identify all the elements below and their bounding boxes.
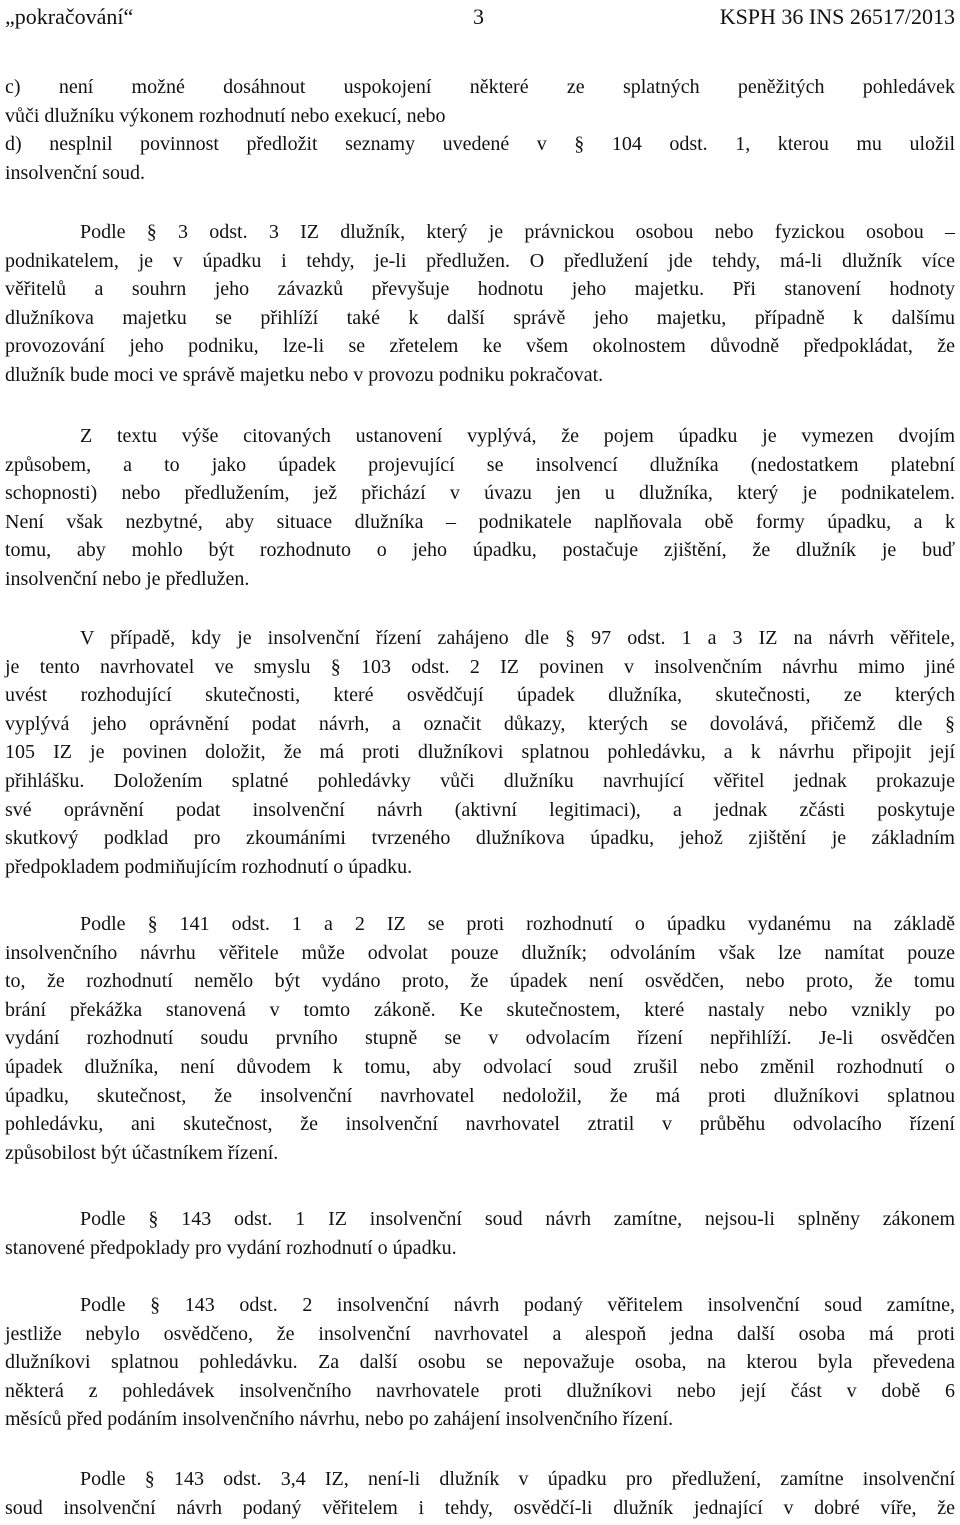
text-line: c) není možné dosáhnout uspokojení některé ze splatných peněžitých pohledávek bbox=[5, 76, 955, 98]
text-line: některá z pohledávek insolvenčního navrhovatele proti dlužníkovi nebo její část v době 6 bbox=[5, 1379, 955, 1402]
paragraph-zamitnuti-3 bbox=[5, 1465, 955, 1522]
text-line: vyplývá jeho oprávnění podat návrh, a označit důkazy, kterých se dovolává, přičemž dle § bbox=[5, 712, 955, 735]
text-line: uvést rozhodující skutečnosti, které osvědčují úpadek dlužníka, skutečnosti, ze kterých bbox=[5, 684, 955, 707]
text-line: dlužníkova majetku se přihlíží také k další správě jeho majetku, případně k dalšímu bbox=[5, 306, 955, 329]
text-line: to, že rozhodnutí nemělo být vydáno proto, že úpadek není osvědčen, nebo proto, že tomu bbox=[5, 970, 955, 993]
text-line: dlužníkovi splatnou pohledávku. Za další osobu se nepovažuje osoba, na kterou byla převedena bbox=[5, 1351, 955, 1374]
text-line: 105 IZ je povinen doložit, že má proti dlužníkovi splatnou pohledávku, a k návrhu připojit její bbox=[5, 741, 955, 764]
text-line: pohledávku, ani skutečnost, že insolvenční navrhovatel ztratil v průběhu odvolacího řízení bbox=[5, 1113, 955, 1136]
text-line: měsíců před podáním insolvenčního návrhu, nebo po zahájení insolvenčního řízení. bbox=[5, 1408, 674, 1431]
text-line: insolvenční nebo je předlužen. bbox=[5, 567, 250, 590]
text-line: úpadku, skutečnost, že insolvenční navrhovatel nedoložil, že má proti dlužníkovi splatnou bbox=[5, 1084, 955, 1107]
text-line: tomu, aby mohlo být rozhodnuto o jeho úpadku, postačuje zjištění, že dlužník je buď bbox=[5, 539, 955, 562]
text-line: přihlášku. Doložením splatné pohledávky vůči dlužníku navrhující věřitel jednak prokazuje bbox=[5, 769, 955, 792]
text-line: schopnosti) nebo předlužením, jež přichází v úvazu jen u dlužníka, který je podnikatelem. bbox=[5, 482, 955, 505]
text-line: Podle § 3 odst. 3 IZ dlužník, který je právnickou osobou nebo fyzickou osobou – bbox=[80, 221, 955, 243]
header-page-number: 3 bbox=[473, 4, 484, 29]
text-line: podnikatelem, je v úpadku i tehdy, je-li předlužen. O předlužení jde tehdy, má-li dlužník více bbox=[5, 249, 955, 272]
header-continuation: „pokračování“ bbox=[5, 4, 134, 29]
text-line: soud insolvenční návrh podaný věřitelem i tehdy, osvědčí-li dlužník jednající v dobré víře, že bbox=[5, 1496, 955, 1519]
paragraph-predluzeni bbox=[5, 218, 955, 390]
text-line: vůči dlužníku výkonem rozhodnutí nebo exekucí, nebo bbox=[5, 104, 446, 127]
text-line: Z textu výše citovaných ustanovení vyplývá, že pojem úpadku je vymezen dvojím bbox=[80, 425, 955, 447]
paragraph-navrh-veritele bbox=[5, 624, 955, 881]
document-page bbox=[5, 0, 955, 1519]
paragraph-odvolani bbox=[5, 910, 955, 1167]
text-line: jestliže nebylo osvědčeno, že insolvenční navrhovatel a alespoň jedna další osoba má proti bbox=[5, 1322, 955, 1345]
text-line: způsobem, a to jako úpadek projevující se insolvencí dlužníka (nedostatkem platební bbox=[5, 453, 955, 476]
text-line: věřitelů a souhrn jeho závazků převyšuje hodnotu jeho majetku. Při stanovení hodnoty bbox=[5, 278, 955, 301]
text-line: skutkový podklad pro zkoumáními tvrzeného dlužníkova úpadku, jehož zjištění je základním bbox=[5, 827, 955, 850]
text-line: dlužník bude moci ve správě majetku nebo v provozu podniku pokračovat. bbox=[5, 363, 604, 386]
paragraph-list-items bbox=[5, 73, 955, 187]
text-line: Podle § 143 odst. 3,4 IZ, není-li dlužník v úpadku pro předlužení, zamítne insolvenční bbox=[80, 1468, 955, 1490]
page-header bbox=[5, 0, 955, 36]
text-line: předpokladem podmiňujícím rozhodnutí o úpadku. bbox=[5, 855, 413, 878]
text-line: insolvenční soud. bbox=[5, 161, 145, 184]
paragraph-zamitnuti-2 bbox=[5, 1291, 955, 1434]
paragraph-zamitnuti-1 bbox=[5, 1205, 955, 1262]
text-line: je tento navrhovatel ve smyslu § 103 odst. 2 IZ povinen v insolvenčním návrhu mimo jiné bbox=[5, 655, 955, 678]
text-line: způsobilost být účastníkem řízení. bbox=[5, 1141, 279, 1164]
header-case-number: KSPH 36 INS 26517/2013 bbox=[719, 4, 955, 29]
text-line: Podle § 141 odst. 1 a 2 IZ se proti rozhodnutí o úpadku vydanému na základě bbox=[80, 913, 955, 935]
text-line: provozování jeho podniku, lze-li se zřetelem ke všem okolnostem důvodně předpokládat, že bbox=[5, 335, 955, 358]
text-line: Podle § 143 odst. 1 IZ insolvenční soud návrh zamítne, nejsou-li splněny zákonem bbox=[80, 1208, 955, 1230]
text-line: své oprávnění podat insolvenční návrh (aktivní legitimaci), a jednak zčásti poskytuje bbox=[5, 798, 955, 821]
text-line: úpadek dlužníka, není důvodem k tomu, aby odvolací soud zrušil nebo změnil rozhodnutí o bbox=[5, 1055, 955, 1078]
text-line: insolvenčního návrhu věřitele může odvolat pouze dlužník; odvoláním však lze namítat pouze bbox=[5, 941, 955, 964]
text-line: Není však nezbytné, aby situace dlužníka – podnikatele naplňovala obě formy úpadku, a k bbox=[5, 510, 955, 533]
text-line: V případě, kdy je insolvenční řízení zahájeno dle § 97 odst. 1 a 3 IZ na návrh věřitele, bbox=[80, 627, 955, 649]
paragraph-pojem-upadku bbox=[5, 422, 955, 594]
text-line: stanovené předpoklady pro vydání rozhodnutí o úpadku. bbox=[5, 1236, 457, 1259]
text-line: vydání rozhodnutí soudu prvního stupně se v odvolacím řízení nepřihlíží. Je-li osvědčen bbox=[5, 1027, 955, 1050]
text-line: Podle § 143 odst. 2 insolvenční návrh podaný věřitelem insolvenční soud zamítne, bbox=[80, 1294, 955, 1316]
text-line: brání překážka stanovená v tomto zákoně. Ke skutečnostem, které nastaly nebo vznikly po bbox=[5, 998, 955, 1021]
text-line: d) nesplnil povinnost předložit seznamy uvedené v § 104 odst. 1, kterou mu uložil bbox=[5, 133, 955, 156]
